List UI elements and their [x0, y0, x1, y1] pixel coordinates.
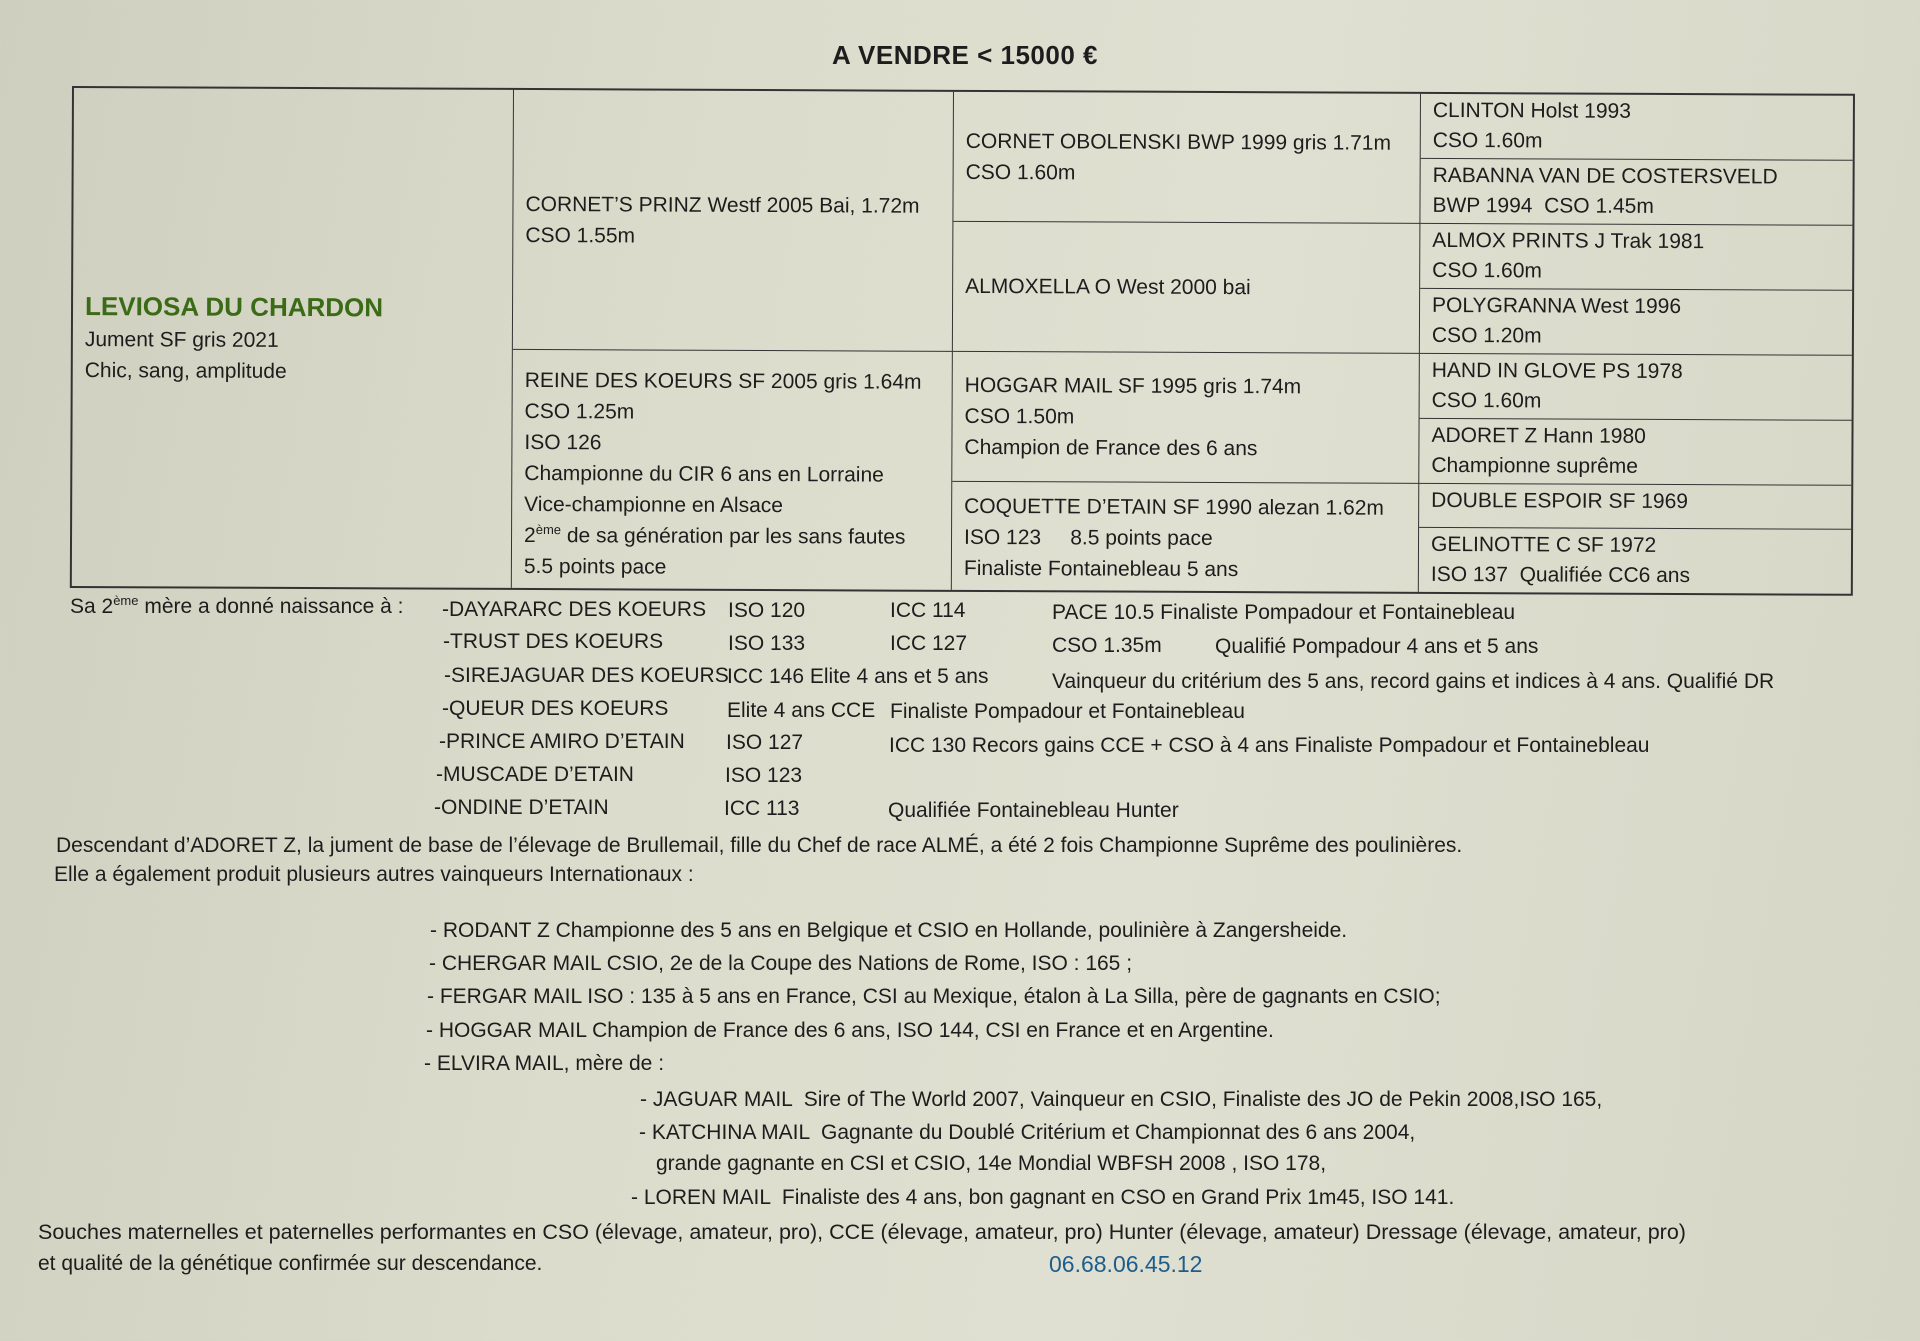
offspring-row-3-name: -SIREJAGUAR DES KOEURS	[444, 664, 729, 687]
footer-line-1: Souches maternelles et paternelles performantes en CSO (élevage, amateur, pro), CCE (élevage, amateur, pro) Hunter (élevage, amateur) Dressage (élevage, amateur, pro)	[38, 1220, 1686, 1244]
ggp-cell-5	[1420, 354, 1852, 421]
offspring-row-1-c2: ISO 120	[728, 599, 806, 622]
winner-1: - RODANT Z Championne des 5 ans en Belgique et CSIO en Hollande, poulinière à Zangersheide.	[430, 919, 1348, 942]
elvira-4: - LOREN MAIL Finaliste des 4 ans, bon gagnant en CSO en Grand Prix 1m45, ISO 141.	[631, 1186, 1455, 1209]
ggp4-line-2: CSO 1.20m	[1431, 323, 1542, 348]
horse-name: LEVIOSA DU CHARDON	[84, 291, 384, 323]
gp3-line-3: Champion de France des 6 ans	[964, 435, 1258, 461]
offspring-intro-a: Sa 2	[70, 595, 114, 618]
ggp-cell-3	[1420, 224, 1852, 291]
ggp-cell-1	[1421, 94, 1853, 161]
ggp-cell-8	[1419, 528, 1851, 594]
winner-5: - ELVIRA MAIL, mère de :	[424, 1052, 665, 1075]
ggp-cell-4	[1420, 289, 1852, 356]
dam-gen-num: 2	[523, 523, 536, 548]
offspring-intro	[70, 595, 404, 619]
ggp-cell-6	[1419, 419, 1851, 486]
winner-4: - HOGGAR MAIL Champion de France des 6 ans, ISO 144, CSI en France et en Argentine.	[426, 1019, 1274, 1042]
grandsire-maternal-cell	[952, 352, 1420, 484]
ggp2-line-1: RABANNA VAN DE COSTERSVELD	[1432, 163, 1778, 189]
dam-line-5: Vice-championne en Alsace	[524, 492, 784, 518]
offspring-row-4-c2: Elite 4 ans CCE	[727, 699, 876, 722]
gp1-line-1: CORNET OBOLENSKI BWP 1999 gris 1.71m	[965, 129, 1392, 155]
dam-line-7: 5.5 points pace	[523, 554, 667, 579]
offspring-row-3-c4: Vainqueur du critérium des 5 ans, record gains et indices à 4 ans. Qualifié DR	[1052, 670, 1775, 693]
sire-line-2: CSO 1.55m	[525, 223, 636, 247]
elvira-2: - KATCHINA MAIL Gagnante du Doublé Critérium et Championnat des 6 ans 2004,	[639, 1121, 1416, 1144]
granddam-maternal-cell	[952, 482, 1419, 592]
ggp3-line-2: CSO 1.60m	[1432, 258, 1542, 283]
offspring-row-6-name: -MUSCADE D’ETAIN	[436, 763, 634, 786]
offspring-row-4-name: -QUEUR DES KOEURS	[442, 697, 669, 720]
ggp1-line-1: CLINTON Holst 1993	[1432, 98, 1631, 123]
ggp6-line-1: ADORET Z Hann 1980	[1431, 423, 1646, 448]
offspring-row-5-name: -PRINCE AMIRO D’ETAIN	[439, 730, 685, 753]
elvira-3: grande gagnante en CSI et CSIO, 14e Mondial WBFSH 2008 , ISO 178,	[656, 1152, 1327, 1175]
gp4-line-3: Finaliste Fontainebleau 5 ans	[963, 556, 1239, 582]
offspring-intro-sup: ème	[113, 593, 139, 608]
offspring-row-4-c3: Finaliste Pompadour et Fontainebleau	[890, 700, 1245, 723]
offspring-row-3-c2: ICC 146 Elite 4 ans et 5 ans	[727, 665, 989, 688]
offspring-row-2-c3: ICC 127	[890, 632, 968, 655]
offspring-row-5-c2: ISO 127	[726, 731, 804, 754]
offspring-row-1-c3: ICC 114	[890, 599, 966, 622]
paragraph-line-2: Elle a également produit plusieurs autres vainqueurs Internationaux :	[54, 863, 694, 886]
gp3-line-1: HOGGAR MAIL SF 1995 gris 1.74m	[964, 373, 1302, 399]
grandsire-paternal-cell	[953, 92, 1421, 224]
dam-gen-sup: ème	[535, 522, 562, 538]
ggp8-line-1: GELINOTTE C SF 1972	[1430, 532, 1657, 557]
offspring-row-2-c2: ISO 133	[728, 632, 806, 655]
ggp1-line-2: CSO 1.60m	[1432, 128, 1543, 153]
ggp5-line-1: HAND IN GLOVE PS 1978	[1431, 358, 1683, 384]
gp4-line-2: ISO 123 8.5 points pace	[963, 525, 1213, 550]
dam-line-4: Championne du CIR 6 ans en Lorraine	[524, 461, 884, 487]
dam-line-1: REINE DES KOEURS SF 2005 gris 1.64m	[524, 368, 922, 394]
offspring-row-5-c3: ICC 130 Recors gains CCE + CSO à 4 ans Finaliste Pompadour et Fontainebleau	[889, 734, 1650, 757]
ggp8-line-2: ISO 137 Qualifiée CC6 ans	[1430, 562, 1691, 588]
ggp2-line-2: BWP 1994 CSO 1.45m	[1432, 193, 1654, 218]
sire-line-1: CORNET’S PRINZ Westf 2005 Bai, 1.72m	[525, 192, 920, 218]
ggp7-line-1: DOUBLE ESPOIR SF 1969	[1431, 488, 1689, 514]
offspring-row-7-c3: Qualifiée Fontainebleau Hunter	[888, 799, 1179, 822]
footer-line-2: et qualité de la génétique confirmée sur descendance.	[38, 1252, 543, 1275]
ggp4-line-1: POLYGRANNA West 1996	[1432, 293, 1682, 319]
ggp6-line-2: Championne suprême	[1431, 453, 1639, 478]
dam-line-3: ISO 126	[524, 430, 602, 455]
offspring-row-2-c5: Qualifié Pompadour 4 ans et 5 ans	[1215, 635, 1539, 658]
offspring-row-7-c2: ICC 113	[724, 797, 800, 820]
dam-line-2: CSO 1.25m	[524, 399, 635, 424]
granddam-paternal-cell	[953, 222, 1421, 354]
sire-cell	[513, 90, 954, 352]
phone-number: 06.68.06.45.12	[1049, 1251, 1203, 1277]
dam-gen-rest: de sa génération par les sans fautes	[560, 524, 906, 549]
offspring-intro-b: mère a donné naissance à :	[138, 595, 404, 618]
offspring-row-1-c4: PACE 10.5 Finaliste Pompadour et Fontainebleau	[1052, 601, 1516, 624]
elvira-1: - JAGUAR MAIL Sire of The World 2007, Vainqueur en CSIO, Finaliste des JO de Pekin 2008,ISO 165,	[640, 1088, 1603, 1111]
dam-line-6	[524, 520, 939, 553]
dam-cell	[512, 350, 953, 590]
ggp-cell-7	[1419, 484, 1851, 530]
horse-cell	[72, 88, 514, 588]
gp4-line-1: COQUETTE D’ETAIN SF 1990 alezan 1.62m	[964, 494, 1384, 520]
horse-info-2: Chic, sang, amplitude	[84, 359, 287, 383]
winner-3: - FERGAR MAIL ISO : 135 à 5 ans en France, CSI au Mexique, étalon à La Silla, père de gagnants en CSIO;	[427, 985, 1441, 1008]
offspring-row-1-name: -DAYARARC DES KOEURS	[442, 598, 707, 621]
ggp-cell-2	[1420, 159, 1852, 226]
offspring-row-7-name: -ONDINE D’ETAIN	[434, 796, 609, 819]
offspring-row-2-name: -TRUST DES KOEURS	[443, 630, 664, 653]
page-title: A VENDRE < 15000 €	[831, 40, 1098, 70]
gp1-line-2: CSO 1.60m	[965, 160, 1076, 184]
ggp3-line-1: ALMOX PRINTS J Trak 1981	[1432, 228, 1705, 254]
gp3-line-2: CSO 1.50m	[964, 404, 1075, 429]
ggp5-line-2: CSO 1.60m	[1431, 388, 1542, 413]
winner-2: - CHERGAR MAIL CSIO, 2e de la Coupe des Nations de Rome, ISO : 165 ;	[429, 952, 1133, 975]
gp2-line-1: ALMOXELLA O West 2000 bai	[965, 274, 1251, 300]
horse-info-1: Jument SF gris 2021	[84, 328, 279, 352]
offspring-row-2-c4: CSO 1.35m	[1052, 634, 1162, 657]
offspring-row-6-c2: ISO 123	[725, 764, 803, 787]
paragraph-line-1: Descendant d’ADORET Z, la jument de base de l’élevage de Brullemail, fille du Chef de race ALMÉ, a été 2 fois Championne Suprême des poulinières.	[56, 834, 1463, 857]
pedigree-table	[70, 86, 1855, 596]
